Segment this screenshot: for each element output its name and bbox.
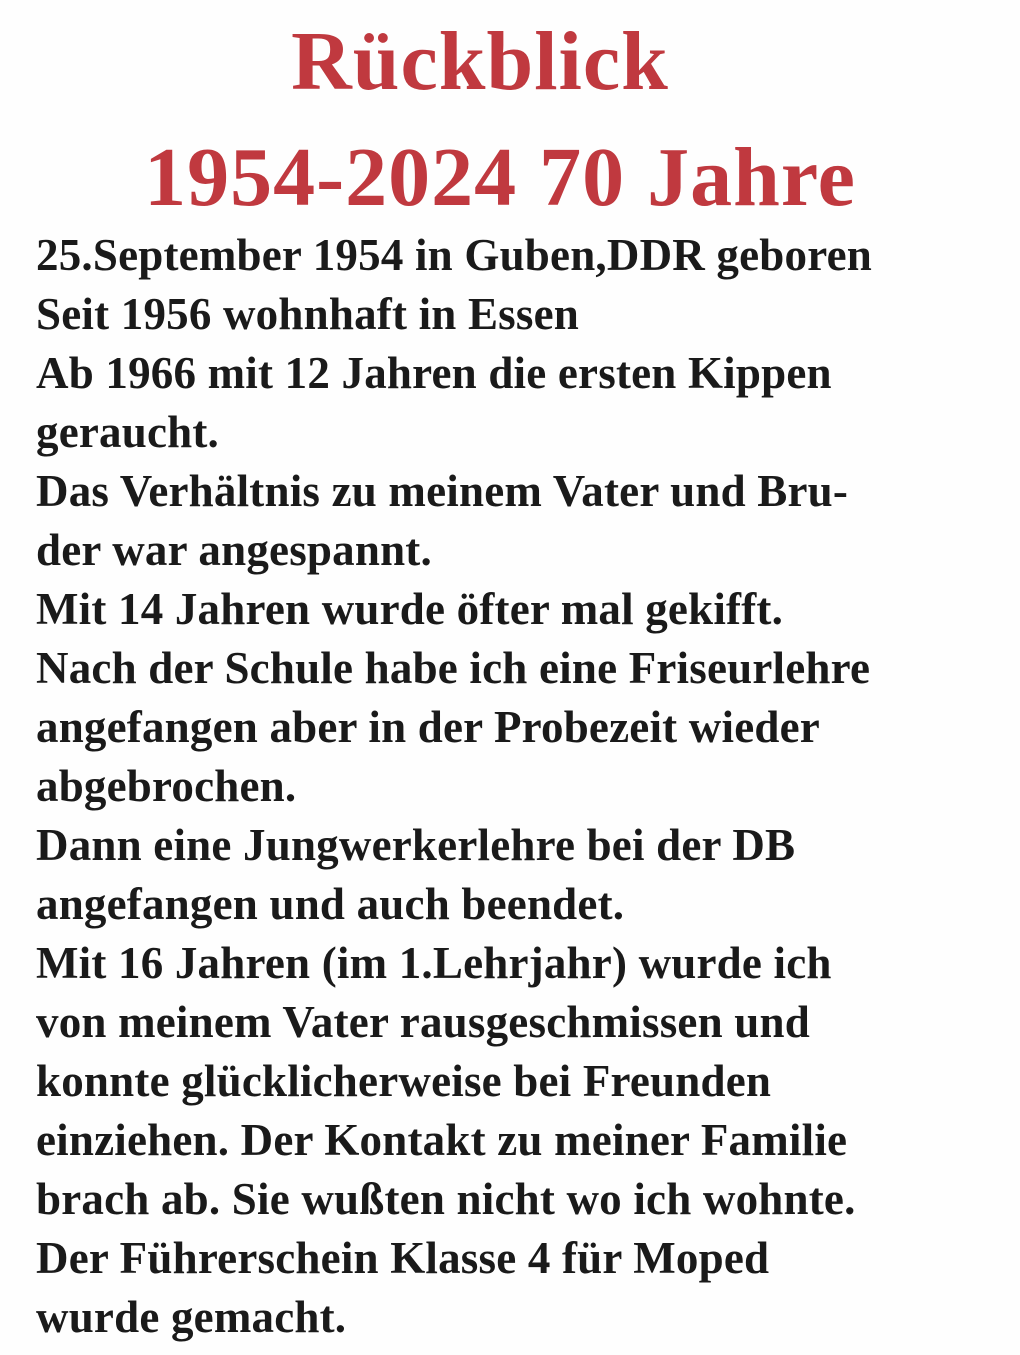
page-title: Rückblick xyxy=(291,15,669,108)
text-line: Nach der Schule habe ich eine Friseurlehre xyxy=(36,643,871,693)
text-line: der war angespannt. xyxy=(36,525,432,575)
text-line: einziehen. Der Kontakt zu meiner Familie xyxy=(36,1115,848,1165)
text-line: brach ab. Sie wußten nicht wo ich wohnte. xyxy=(36,1174,856,1224)
text-line: konnte glücklicherweise bei Freunden xyxy=(36,1056,772,1106)
text-line: Dann eine Jungwerkerlehre bei der DB xyxy=(36,820,796,870)
text-line: von meinem Vater rausgeschmissen und xyxy=(36,997,810,1047)
text-line: Das Verhältnis zu meinem Vater und Bru- xyxy=(36,466,849,516)
text-line: abgebrochen. xyxy=(36,761,297,811)
text-line: angefangen und auch beendet. xyxy=(36,879,625,929)
biography-text xyxy=(36,226,1006,1347)
text-line: Mit 16 Jahren (im 1.Lehrjahr) wurde ich xyxy=(36,938,832,988)
text-line: wurde gemacht. xyxy=(36,1292,347,1342)
text-line: geraucht. xyxy=(36,407,220,457)
text-line: Mit 14 Jahren wurde öfter mal gekifft. xyxy=(36,584,784,634)
text-line: Ab 1966 mit 12 Jahren die ersten Kippen xyxy=(36,348,832,398)
text-line: angefangen aber in der Probezeit wieder xyxy=(36,702,820,752)
text-line: 25.September 1954 in Guben,DDR geboren xyxy=(36,230,872,280)
page-subtitle: 1954-2024 70 Jahre xyxy=(144,131,856,224)
text-line: Der Führerschein Klasse 4 für Moped xyxy=(36,1233,770,1283)
text-line: Seit 1956 wohnhaft in Essen xyxy=(36,289,580,339)
